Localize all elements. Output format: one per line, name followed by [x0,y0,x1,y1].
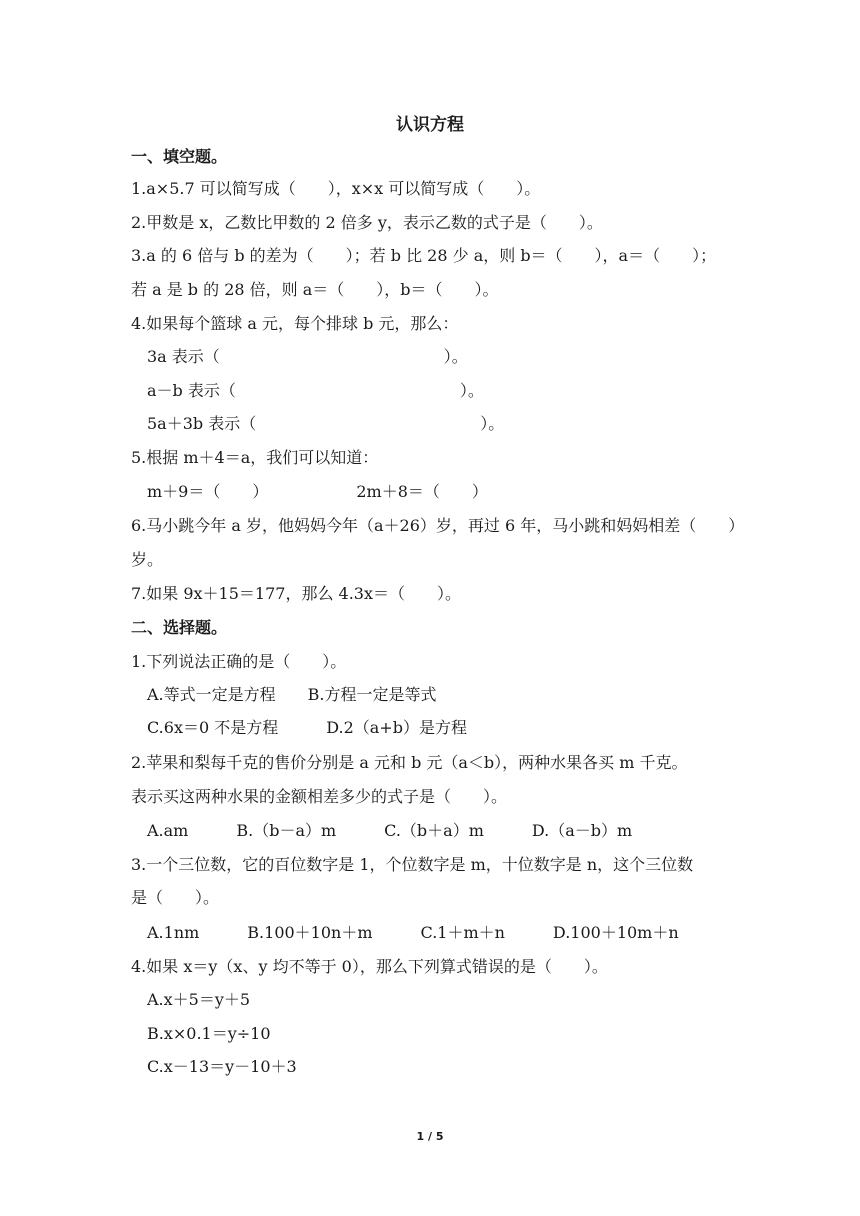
choice-question-4-option-a: A.x＋5＝y＋5 [147,990,251,1009]
question-5: 5.根据 m＋4＝a，我们可以知道： [131,448,379,467]
question-6-line-2: 岁。 [131,550,164,569]
choice-question-2-line-1: 2.苹果和梨每千克的售价分别是 a 元和 b 元（a＜b），两种水果各买 m 千克。 [131,753,688,772]
question-4-item-b: a－b 表示（ ）。 [147,381,484,400]
choice-question-4-option-b: B.x×0.1＝y÷10 [147,1024,271,1043]
choice-question-4: 4.如果 x＝y（x、y 均不等于 0），那么下列算式错误的是（ ）。 [131,957,608,976]
page-number: 1 / 5 [416,1130,444,1143]
section-choice-heading: 二、选择题。 [131,618,228,637]
section-fill-blank-heading: 一、填空题。 [131,147,228,166]
question-3-line-1: 3.a 的 6 倍与 b 的差为（ ）；若 b 比 28 少 a，则 b＝（ ），a＝（ ）； [131,246,717,265]
choice-question-1-options-cd: C.6x＝0 不是方程 D.2（a+b）是方程 [147,718,467,737]
question-6-line-1: 6.马小跳今年 a 岁，他妈妈今年（a＋26）岁，再过 6 年，马小跳和妈妈相差（ ） [131,516,745,535]
question-3-line-2: 若 a 是 b 的 28 倍，则 a＝（ ），b＝（ ）。 [131,280,499,299]
choice-question-1-options-ab: A.等式一定是方程 B.方程一定是等式 [147,685,437,704]
choice-question-3-line-1: 3.一个三位数，它的百位数字是 1，个位数字是 m，十位数字是 n，这个三位数 [131,855,694,874]
page-title: 认识方程 [396,115,464,135]
choice-question-1: 1.下列说法正确的是（ ）。 [131,652,347,671]
question-7: 7.如果 9x＋15＝177，那么 4.3x＝（ ）。 [131,584,462,603]
question-2: 2.甲数是 x，乙数比甲数的 2 倍多 y，表示乙数的式子是（ ）。 [131,213,603,232]
choice-question-2-options: A.am B.（b－a）m C.（b＋a）m D.（a－b）m [147,821,633,840]
choice-question-3-options: A.1nm B.100＋10n＋m C.1＋m＋n D.100＋10m＋n [147,923,679,942]
question-4: 4.如果每个篮球 a 元，每个排球 b 元，那么： [131,314,459,333]
choice-question-3-line-2: 是（ ）。 [131,888,220,907]
choice-question-2-line-2: 表示买这两种水果的金额相差多少的式子是（ ）。 [131,787,508,806]
question-4-item-c: 5a＋3b 表示（ ）。 [147,414,505,433]
question-5-items: m＋9＝（ ） 2m＋8＝（ ） [147,482,488,501]
question-4-item-a: 3a 表示（ ）。 [147,347,468,366]
choice-question-4-option-c: C.x－13＝y－10＋3 [147,1057,297,1076]
question-1: 1.a×5.7 可以简写成（ ），x×x 可以简写成（ ）。 [131,179,541,198]
